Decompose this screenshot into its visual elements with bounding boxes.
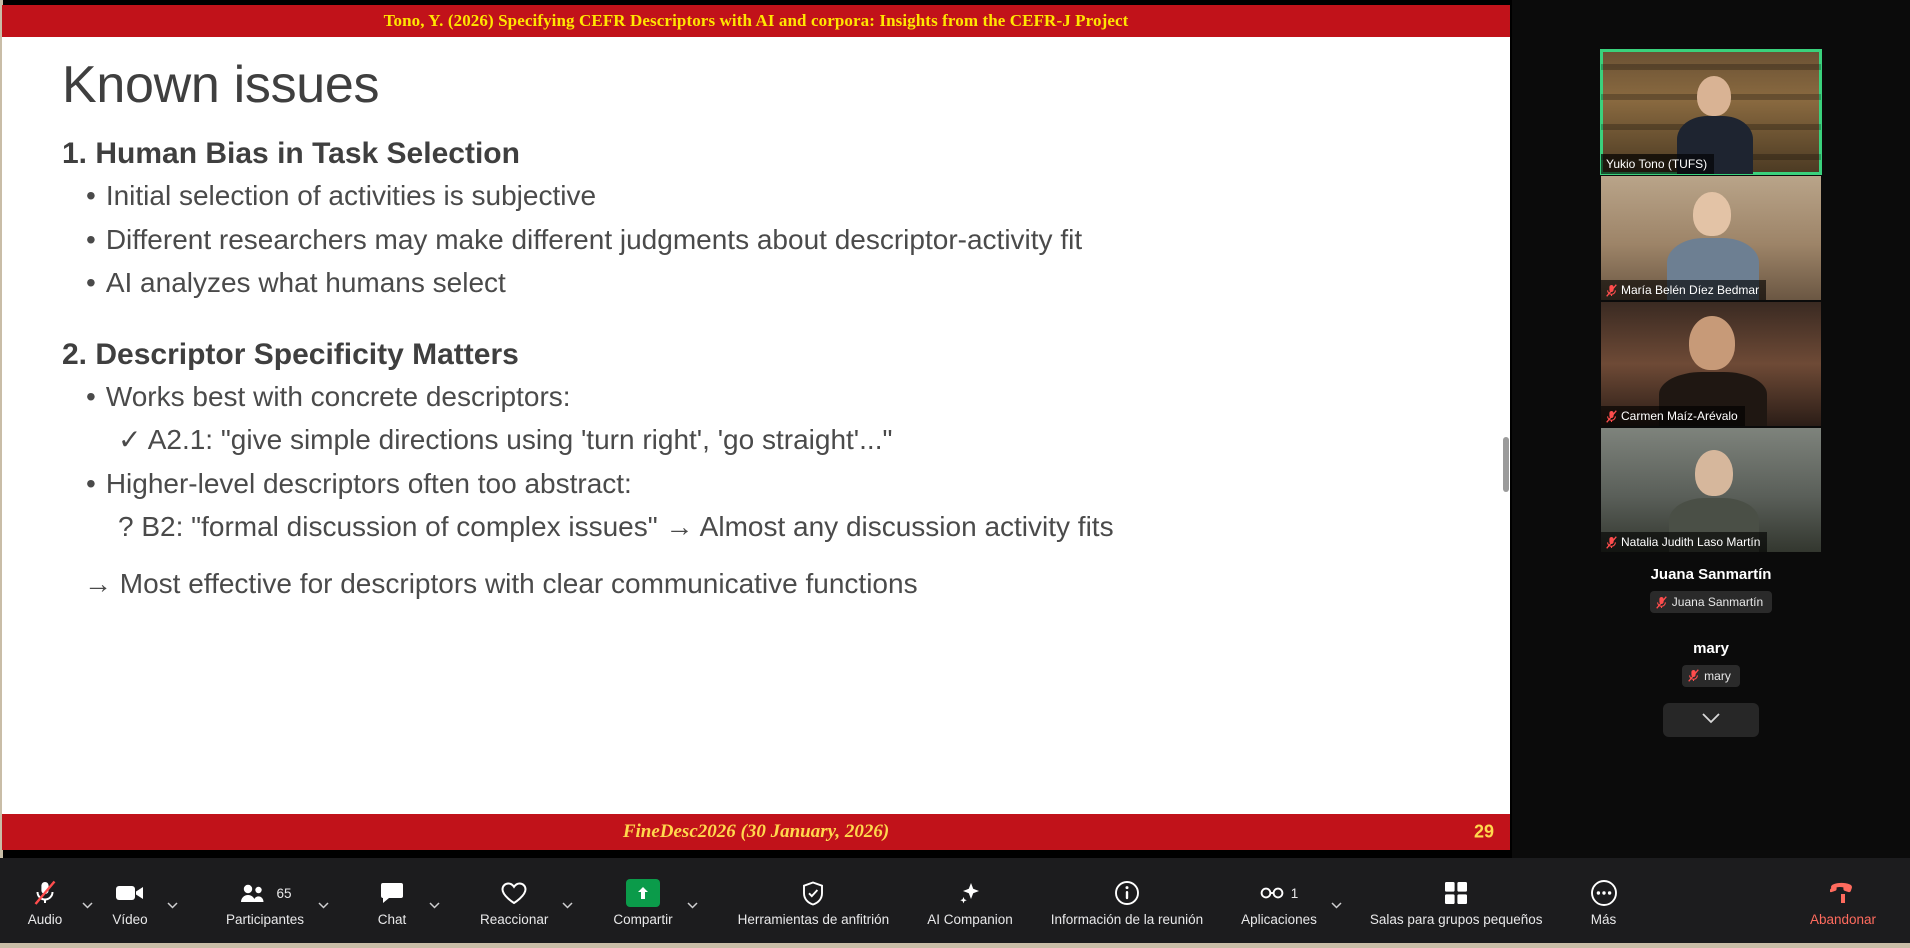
section-2-subline-1: ✓ A2.1: "give simple directions using 'turn right', 'go straight'..."	[118, 424, 893, 456]
bullet-text: Higher-level descriptors often too abstract:	[105, 467, 632, 499]
grid-squares-icon	[1443, 879, 1469, 907]
react-button[interactable]	[472, 873, 556, 933]
microphone-muted-icon	[1606, 284, 1617, 297]
more-label: Más	[1590, 912, 1617, 927]
share-options-chevron-icon[interactable]	[681, 901, 704, 912]
chat-options-chevron-icon[interactable]	[423, 901, 446, 912]
bullet-dot-icon: •	[86, 467, 96, 499]
section-2-bullet-2	[86, 465, 1462, 503]
section-2-bullet-1	[86, 378, 1462, 416]
participant-rail	[1512, 0, 1910, 858]
bullet-text: Initial selection of activities is subjective	[105, 180, 597, 211]
participants-icon	[239, 879, 292, 907]
ai-companion-button[interactable]	[919, 873, 1021, 933]
meeting-info-button[interactable]	[1043, 873, 1211, 933]
chat-control-group	[361, 873, 446, 933]
shield-icon	[802, 879, 824, 907]
window-bottom-strip	[0, 943, 1910, 948]
video-options-chevron-icon[interactable]	[161, 901, 184, 912]
react-control-group	[472, 873, 579, 933]
video-control-group	[99, 873, 184, 933]
audio-participant-badge	[1650, 591, 1772, 613]
apps-count: 1	[1290, 885, 1299, 901]
audio-options-chevron-icon[interactable]	[76, 901, 99, 912]
participants-count: 65	[276, 885, 292, 901]
slide-page-number: 29	[1473, 821, 1494, 842]
bullet-text: Different researchers may make different judgments about descriptor-activity fit	[105, 223, 1083, 255]
participants-control-group	[218, 873, 335, 933]
slide-spacer	[62, 308, 1462, 328]
meeting-info-label: Información de la reunión	[1050, 912, 1204, 927]
bullet-dot-icon: •	[86, 180, 96, 211]
section-1-bullet-3	[86, 264, 1462, 302]
presentation-slide	[2, 5, 1510, 850]
chat-button[interactable]	[361, 873, 423, 933]
audio-participant-title: mary	[1693, 639, 1729, 657]
bullet-dot-icon: •	[86, 223, 96, 255]
section-1-bullet-1	[86, 177, 1462, 215]
bullet-dot-icon: •	[86, 267, 96, 299]
breakout-rooms-label: Salas para grupos pequeños	[1369, 912, 1543, 927]
sparkle-icon	[958, 879, 982, 907]
heart-icon	[501, 879, 527, 907]
meeting-toolbar	[0, 858, 1910, 948]
apps-button[interactable]	[1233, 873, 1325, 933]
audio-only-participant[interactable]	[1601, 640, 1821, 688]
share-control-group	[605, 873, 703, 933]
participants-options-chevron-icon[interactable]	[312, 901, 335, 912]
chevron-down-icon	[1701, 711, 1721, 729]
microphone-muted-icon	[1606, 410, 1617, 423]
video-button[interactable]	[99, 873, 161, 933]
participant-name: María Belén Díez Bedmar	[1621, 283, 1760, 297]
slide-banner-title: Tono, Y. (2026) Specifying CEFR Descriptors with AI and corpora: Insights from the CEFR-J Project	[2, 5, 1510, 37]
slide-heading: Known issues	[62, 56, 380, 114]
audio-button[interactable]	[14, 873, 76, 933]
rail-scroll-down-button[interactable]	[1663, 703, 1759, 737]
audio-label: Audio	[27, 912, 63, 927]
audio-participant-title: Juana Sanmartín	[1650, 566, 1772, 583]
slide-content	[2, 37, 1510, 814]
leave-meeting-label: Abandonar	[1809, 912, 1876, 927]
apps-control-group	[1233, 873, 1348, 933]
microphone-muted-icon	[1656, 596, 1667, 609]
leave-meeting-button[interactable]	[1802, 873, 1884, 933]
section-2-title: 2. Descriptor Specificity Matters	[62, 337, 519, 371]
slide-footer-text: FineDesc2026 (30 January, 2026)	[622, 821, 890, 842]
participant-tile[interactable]	[1601, 50, 1821, 174]
slide-footer	[2, 814, 1510, 850]
audio-only-participant[interactable]	[1601, 566, 1821, 614]
host-tools-button[interactable]	[730, 873, 898, 933]
microphone-muted-icon	[33, 879, 57, 907]
slide-conclusion: → Most effective for descriptors with clear communicative functions	[84, 567, 918, 599]
video-label: Vídeo	[112, 912, 148, 927]
share-label: Compartir	[613, 912, 673, 927]
host-tools-label: Herramientas de anfitrión	[737, 912, 890, 927]
participant-name: Natalia Judith Laso Martín	[1621, 535, 1761, 549]
participants-button[interactable]	[218, 873, 312, 933]
apps-label: Aplicaciones	[1241, 912, 1317, 927]
bullet-text: AI analyzes what humans select	[105, 267, 506, 299]
participant-name-badge	[1601, 532, 1767, 552]
participant-name-badge	[1601, 154, 1714, 174]
microphone-muted-icon	[1688, 669, 1699, 682]
share-screen-icon	[626, 879, 660, 907]
section-1-title: 1. Human Bias in Task Selection	[62, 137, 520, 170]
ellipsis-icon	[1590, 879, 1618, 907]
apps-icon	[1260, 879, 1299, 907]
participant-name-badge	[1601, 406, 1745, 426]
video-camera-icon	[115, 879, 145, 907]
section-1-bullet-2	[86, 221, 1462, 259]
react-label: Reaccionar	[480, 912, 549, 927]
microphone-muted-icon	[1606, 536, 1617, 549]
bullet-text: Works best with concrete descriptors:	[105, 380, 571, 412]
audio-participant-name: mary	[1704, 668, 1731, 683]
chat-label: Chat	[377, 912, 407, 927]
audio-participant-badge	[1682, 665, 1740, 687]
breakout-rooms-button[interactable]	[1362, 873, 1551, 933]
participant-name: Yukio Tono (TUFS)	[1606, 157, 1708, 171]
chat-bubble-icon	[379, 879, 405, 907]
info-circle-icon	[1114, 879, 1140, 907]
leave-meeting-icon	[1830, 879, 1856, 907]
participant-name: Carmen Maíz-Arévalo	[1621, 409, 1738, 423]
participants-label: Participantes	[226, 912, 305, 927]
share-screen-button[interactable]	[605, 873, 680, 933]
participant-name-badge	[1601, 280, 1766, 300]
bullet-dot-icon: •	[86, 380, 96, 412]
audio-participant-name: Juana Sanmartín	[1671, 595, 1764, 609]
audio-control-group	[14, 873, 99, 933]
more-button[interactable]	[1573, 873, 1635, 933]
react-options-chevron-icon[interactable]	[556, 901, 579, 912]
slide-scrollbar[interactable]	[1503, 437, 1509, 492]
participant-tile[interactable]	[1601, 428, 1821, 552]
ai-companion-label: AI Companion	[927, 912, 1013, 927]
participant-tile[interactable]	[1601, 302, 1821, 426]
section-2-subline-2: ? B2: "formal discussion of complex issues" → Almost any discussion activity fits	[118, 511, 1114, 543]
participant-tile[interactable]	[1601, 176, 1821, 300]
apps-options-chevron-icon[interactable]	[1325, 901, 1348, 912]
